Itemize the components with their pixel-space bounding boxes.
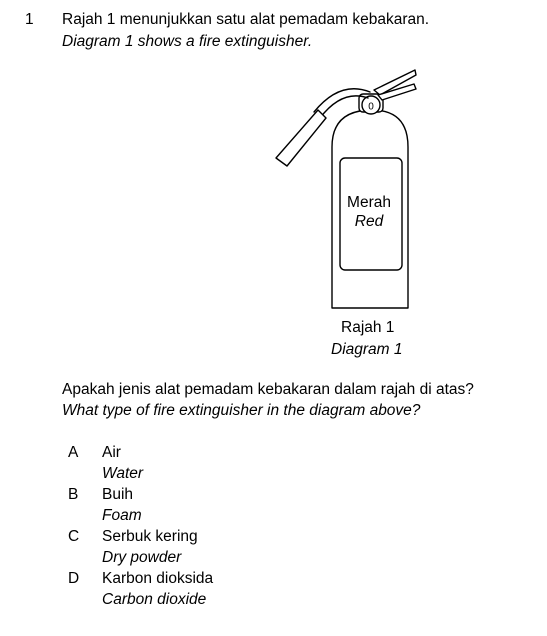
option-text-malay: Karbon dioksida	[102, 570, 214, 587]
label-english: Red	[354, 213, 384, 230]
option-letter: C	[68, 528, 80, 545]
option-text-english: Foam	[102, 507, 142, 524]
diagram-caption-english: Diagram 1	[331, 341, 403, 358]
option-text-english: Water	[102, 465, 144, 482]
question-number: 1	[25, 11, 34, 28]
prompt-english: What type of fire extinguisher in the diagram above?	[62, 402, 421, 419]
option-text-malay: Buih	[102, 486, 134, 503]
option-text-english: Carbon dioxide	[102, 591, 207, 608]
diagram-caption-malay: Rajah 1	[341, 319, 395, 336]
option-text-english: Dry powder	[102, 549, 182, 566]
option-text-malay: Air	[102, 444, 121, 461]
option-letter: B	[68, 486, 79, 503]
fire-extinguisher-diagram	[262, 62, 422, 314]
label-malay: Merah	[347, 194, 391, 211]
nozzle-horn	[276, 110, 326, 166]
option-text-malay: Serbuk kering	[102, 528, 198, 545]
gauge-glyph: 0	[368, 101, 374, 113]
prompt-malay: Apakah jenis alat pemadam kebakaran dalam rajah di atas?	[62, 381, 474, 398]
option-letter: A	[68, 444, 79, 461]
option-letter: D	[68, 570, 80, 587]
question-stem-malay: Rajah 1 menunjukkan satu alat pemadam kebakaran.	[62, 11, 430, 28]
question-stem-english: Diagram 1 shows a fire extinguisher.	[62, 33, 313, 50]
